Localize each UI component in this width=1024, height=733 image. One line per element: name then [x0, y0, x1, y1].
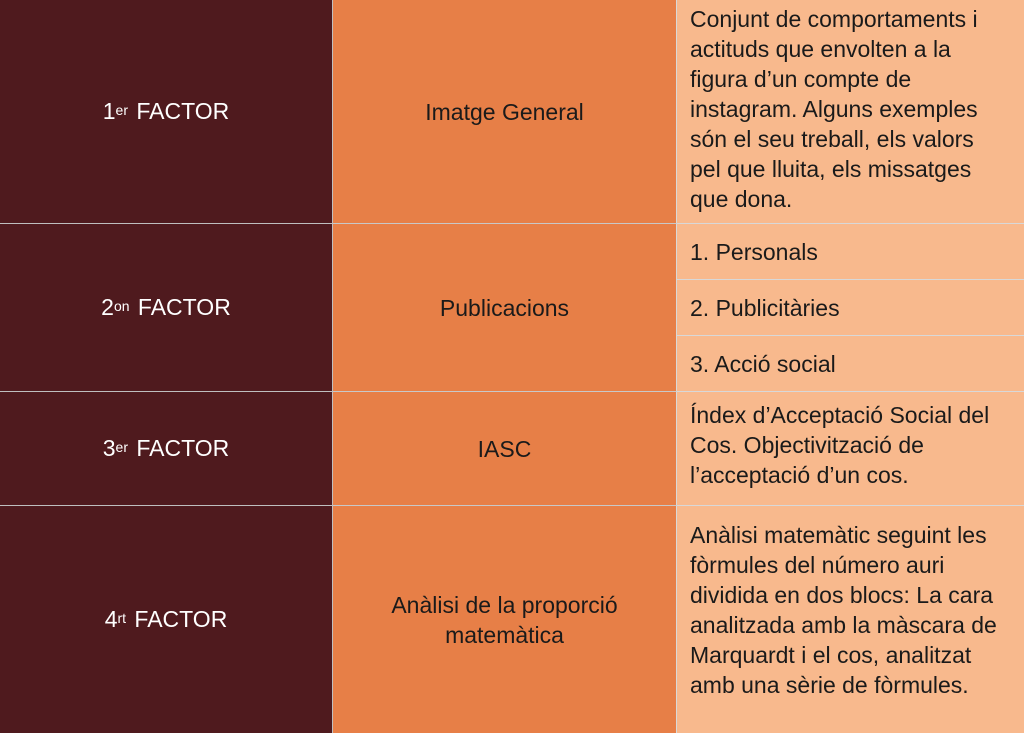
factor-name: IASC: [477, 435, 532, 462]
factor-label: FACTOR: [129, 435, 230, 461]
factor-cell-4: 4 $^{rt}$ FACTOR: [0, 506, 333, 733]
factor-name-cell-2: [333, 224, 677, 392]
factor-description: Anàlisi matemàtic seguint les fòrmules del número auri dividida en dos blocs: La cara analitzada amb la màscara de Marquardt i el cos, analitzat amb una sèrie de fòrmules.: [690, 522, 997, 698]
factor-name-cell-4: [333, 506, 677, 733]
factor-cell-3: 3 $^{er}$ FACTOR: [0, 392, 333, 506]
factor-number: 4: [104, 606, 118, 632]
factor-number: 1: [102, 98, 116, 124]
publication-type: 2. Publicitàries: [690, 294, 840, 321]
factor-name-cell-1: [333, 0, 677, 224]
list-item: [677, 336, 1024, 392]
factor-label: FACTOR: [131, 294, 231, 320]
factor-number: 3: [102, 435, 116, 461]
factor-cell-2: 2 $^{on}$ FACTOR: [0, 224, 333, 392]
factor-description: Conjunt de comportaments i actituds que envolten a la figura d’un compte de instagram. Alguns exemples són el seu treball, els valors pel que lluita, els missatges que dona.: [690, 6, 978, 212]
factor-name: Publicacions: [439, 294, 570, 321]
factor-label: FACTOR: [129, 98, 230, 124]
factor-number: 2: [101, 294, 114, 320]
publication-type: 3. Acció social: [690, 350, 836, 377]
factor-description: Índex d’Acceptació Social del Cos. Objectivització de l’acceptació d’un cos.: [690, 402, 990, 488]
description-cell-1: [677, 0, 1024, 224]
factor-cell-1: 1 $^{er}$ FACTOR: [0, 0, 333, 224]
factor-label: FACTOR: [128, 606, 228, 632]
description-cell-4: [677, 506, 1024, 733]
description-cell-3: [677, 392, 1024, 506]
list-item: [677, 280, 1024, 336]
factor-name: Anàlisi de la proporció matemàtica: [391, 591, 618, 648]
publication-type: 1. Personals: [690, 238, 818, 265]
factor-name-cell-3: [333, 392, 677, 506]
list-item: [677, 224, 1024, 280]
factor-name: Imatge General: [425, 98, 584, 125]
